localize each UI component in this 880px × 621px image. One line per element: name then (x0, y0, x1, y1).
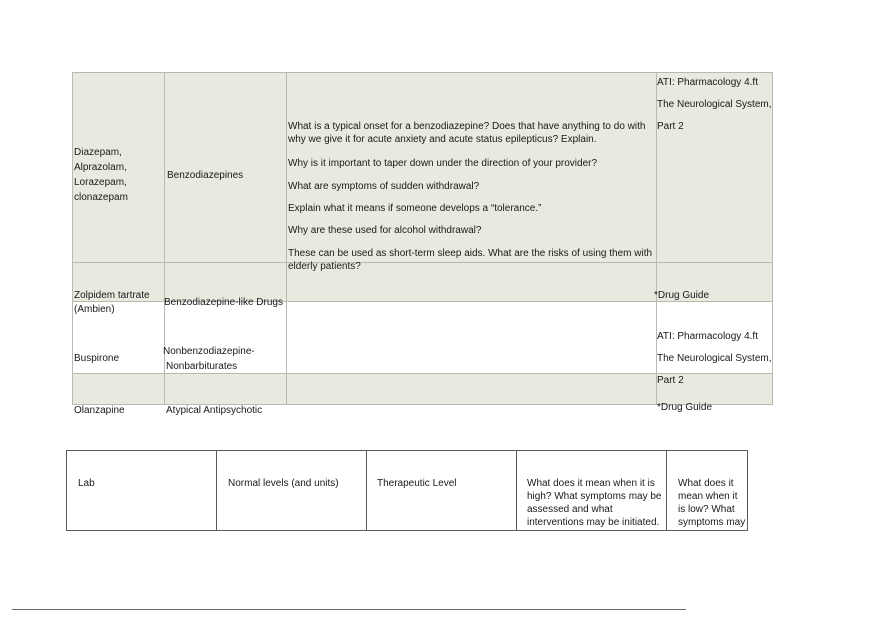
lab-header: Lab (78, 478, 95, 489)
drug-class: Benzodiazepine-like Drugs (164, 297, 283, 308)
drug-class: Atypical Antipsychotic (166, 405, 263, 416)
drug-name: Alprazolam, (74, 162, 127, 173)
grid-line (216, 450, 217, 531)
grid-line (747, 450, 748, 531)
drug-name: Diazepam, (74, 147, 122, 158)
grid-line (772, 72, 773, 405)
footer-line (12, 609, 686, 610)
question-text: What are symptoms of sudden withdrawal? (288, 181, 480, 192)
grid-line (66, 530, 748, 531)
lab-header: What does it mean when it is high? What symptoms may be assessed and what interventions may be initiated. (527, 478, 662, 528)
grid-line (72, 72, 73, 405)
question-text: Explain what it means if someone develops a “tolerance.” (288, 203, 542, 214)
drug-class: Nonbenzodiazepine- (163, 346, 255, 357)
question-text: Why is it important to taper down under the direction of your provider? (288, 158, 598, 169)
drug-name: Olanzapine (74, 405, 125, 416)
reference-text: Part 2 (657, 121, 684, 132)
drug-class: Benzodiazepines (167, 170, 244, 181)
grid-line (366, 450, 367, 531)
reference-text: The Neurological System, (657, 99, 772, 110)
drug-name: (Ambien) (74, 304, 115, 315)
reference-text: Part 2 (657, 375, 684, 386)
reference-text: *Drug Guide (657, 402, 713, 413)
reference-text: *Drug Guide (654, 290, 710, 301)
question-text: What is a typical onset for a benzodiazepine? Does that have anything to do with why we give it for acute anxiety and acute status epilepticus? Explain. (288, 121, 646, 145)
grid-line (286, 72, 287, 405)
lab-header: What does it mean when it is low? What symptoms may (678, 478, 746, 528)
lab-header: Normal levels (and units) (228, 478, 339, 489)
reference-text: ATI: Pharmacology 4.ft (657, 331, 758, 342)
grid-line (516, 450, 517, 531)
grid-line (66, 450, 748, 451)
reference-text: ATI: Pharmacology 4.ft (657, 77, 758, 88)
question-text: These can be used as short-term sleep aids. What are the risks of using them with elderly patients? (288, 248, 653, 272)
drug-name: clonazepam (74, 192, 128, 203)
drug-name: Zolpidem tartrate (74, 290, 150, 301)
drug-class: Nonbarbiturates (166, 361, 238, 372)
question-text: Why are these used for alcohol withdrawal? (288, 225, 482, 236)
drug-name: Buspirone (74, 353, 120, 364)
grid-line (72, 72, 773, 73)
lab-header: Therapeutic Level (377, 478, 457, 489)
reference-text: The Neurological System, (657, 353, 772, 364)
grid-line (66, 450, 67, 531)
drug-name: Lorazepam, (74, 177, 127, 188)
